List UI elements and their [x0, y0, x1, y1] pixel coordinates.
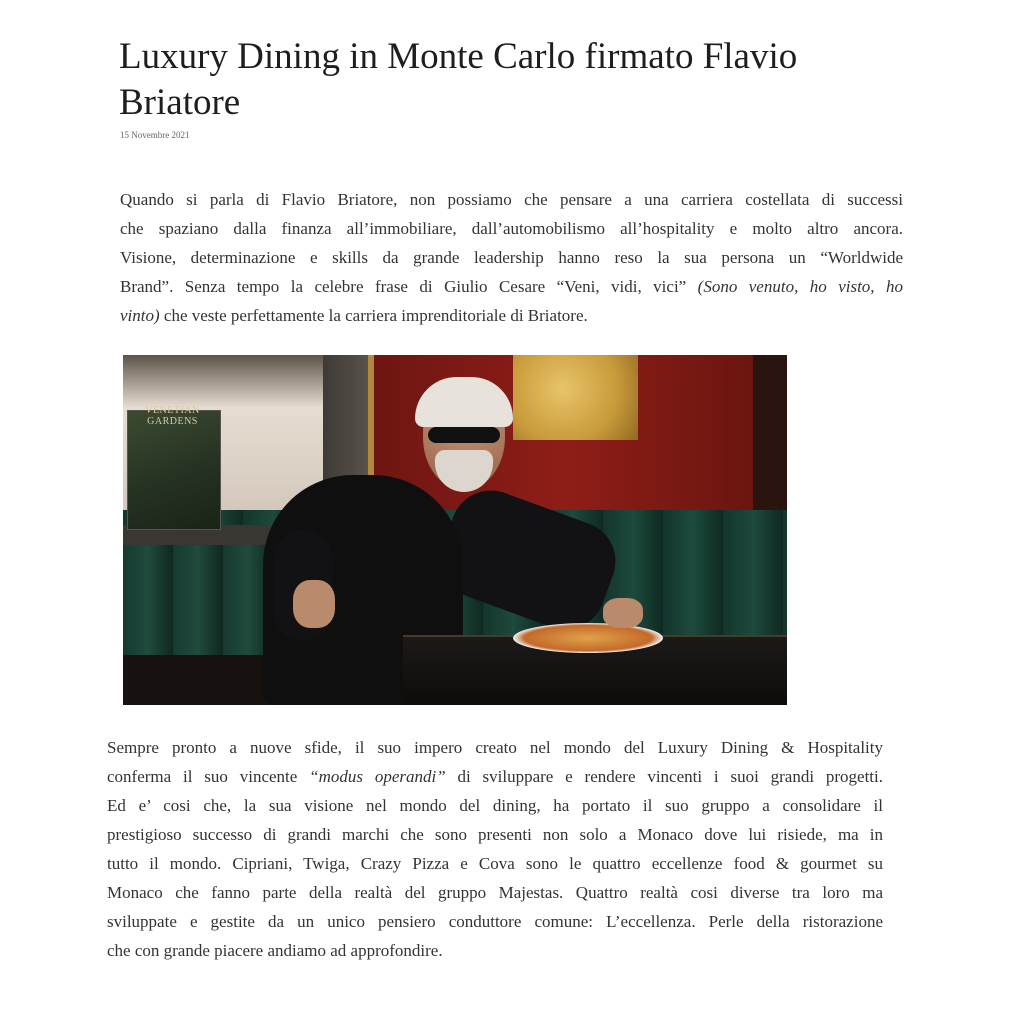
body-paragraph	[107, 733, 883, 965]
italic-text: vinto)	[120, 306, 160, 325]
text-run: Brand”. Senza tempo la celebre frase di Giulio Cesare “Veni, vidi, vici”	[120, 277, 698, 296]
text-run: che con grande piacere andiamo ad approfondire.	[107, 941, 443, 960]
text-run: Quando si parla di Flavio Briatore, non possiamo che pensare a una carriera costellata di successi	[120, 190, 903, 209]
photo-glasses	[428, 427, 500, 443]
text-line	[107, 733, 883, 762]
text-run: Ed e’ cosi che, la sua visione nel mondo del dining, ha portato il suo gruppo a consolidare il	[107, 796, 883, 815]
article-photo	[123, 355, 787, 705]
text-line	[120, 243, 903, 272]
text-line	[107, 849, 883, 878]
photo-hand	[293, 580, 335, 628]
text-line	[107, 936, 883, 965]
text-run: Monaco che fanno parte della realtà del gruppo Majestas. Quattro realtà cosi diverse tra loro ma	[107, 883, 883, 902]
photo-hand-right	[603, 598, 643, 628]
photo-poster	[513, 355, 638, 440]
text-line	[120, 301, 903, 330]
text-run: tutto il mondo. Cipriani, Twiga, Crazy Pizza e Cova sono le quattro eccellenze food & gourmet su	[107, 854, 883, 873]
text-line	[120, 185, 903, 214]
photo-book	[127, 410, 221, 530]
text-run: conferma il suo vincente	[107, 767, 310, 786]
text-line	[120, 214, 903, 243]
book-title: VENETIAN GARDENS	[145, 405, 200, 427]
text-run: sviluppate e gestite da un unico pensiero conduttore comune: L’eccellenza. Perle della ristorazione	[107, 912, 883, 931]
text-line	[107, 820, 883, 849]
text-run: di sviluppare e rendere vincenti i suoi grandi progetti.	[445, 767, 884, 786]
text-run: prestigioso successo di grandi marchi che sono presenti non solo a Monaco dove lui risiede, ma in	[107, 825, 883, 844]
text-line	[107, 907, 883, 936]
article-date: 15 Novembre 2021	[120, 130, 190, 140]
text-line	[107, 762, 883, 791]
article-title: Luxury Dining in Monte Carlo firmato Flavio Briatore	[119, 36, 798, 123]
text-line	[120, 272, 903, 301]
italic-text: “modus operandi”	[309, 767, 446, 786]
photo-pizza	[513, 623, 663, 653]
text-run: che spaziano dalla finanza all’immobiliare, dall’automobilismo all’hospitality e molto altro ancora.	[120, 219, 903, 238]
text-run: che veste perfettamente la carriera imprenditoriale di Briatore.	[159, 306, 588, 325]
text-line	[107, 878, 883, 907]
text-run: Sempre pronto a nuove sfide, il suo impero creato nel mondo del Luxury Dining & Hospitality	[107, 738, 883, 757]
italic-text: (Sono venuto, ho visto, ho	[697, 277, 903, 296]
photo-dark-wall	[753, 355, 787, 520]
text-run: Visione, determinazione e skills da grande leadership hanno reso la sua persona un “Worldwide	[120, 248, 903, 267]
text-line	[107, 791, 883, 820]
intro-paragraph	[120, 185, 903, 330]
